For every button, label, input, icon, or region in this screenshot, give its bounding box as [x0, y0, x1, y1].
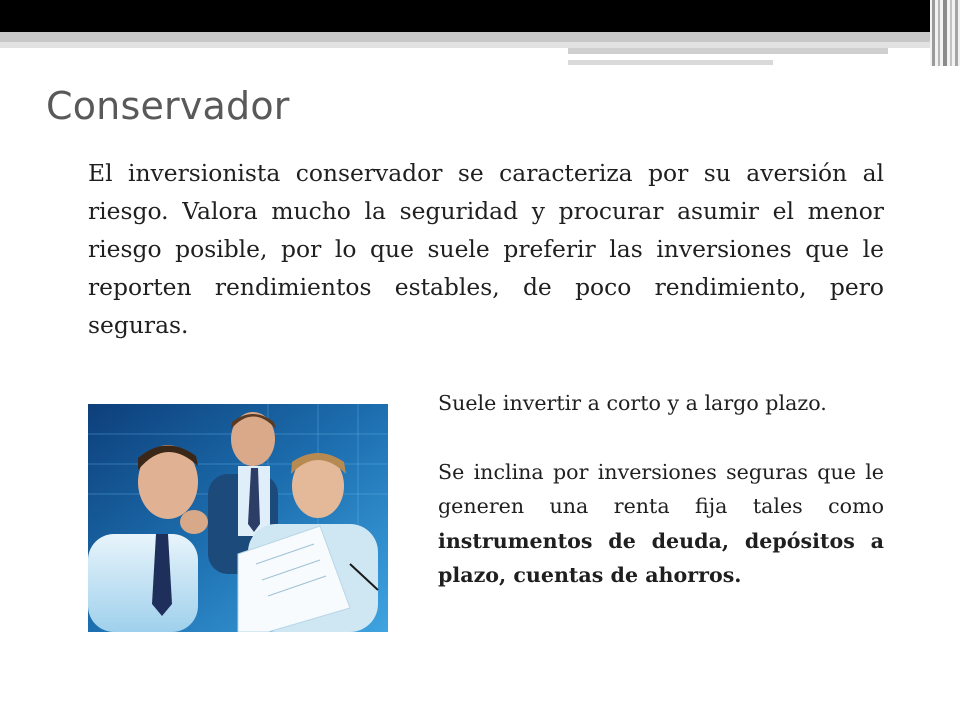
header-band	[568, 48, 888, 54]
businessmen-photo	[88, 404, 388, 632]
header-band	[568, 60, 773, 65]
invest-term-paragraph: Suele invertir a corto y a largo plazo.	[438, 391, 827, 415]
slide-title: Conservador	[46, 84, 290, 128]
header-band	[0, 32, 930, 42]
fixed-income-text: Se inclina por inversiones seguras que le generen una renta fija tales como	[438, 459, 884, 518]
side-text	[438, 386, 884, 593]
corner-decoration	[930, 0, 960, 66]
fixed-income-paragraph	[438, 455, 884, 593]
main-paragraph: El inversionista conservador se caracteriza por su aversión al riesgo. Valora mucho la seguridad y procurar asumir el menor riesgo posible, por lo que suele preferir las inversiones que le reporten rendimientos estables, de poco rendimiento, pero seguras.	[88, 159, 884, 339]
top-bar	[0, 0, 960, 32]
instruments-list: instrumentos de deuda, depósitos a plazo, cuentas de ahorros.	[438, 528, 884, 587]
